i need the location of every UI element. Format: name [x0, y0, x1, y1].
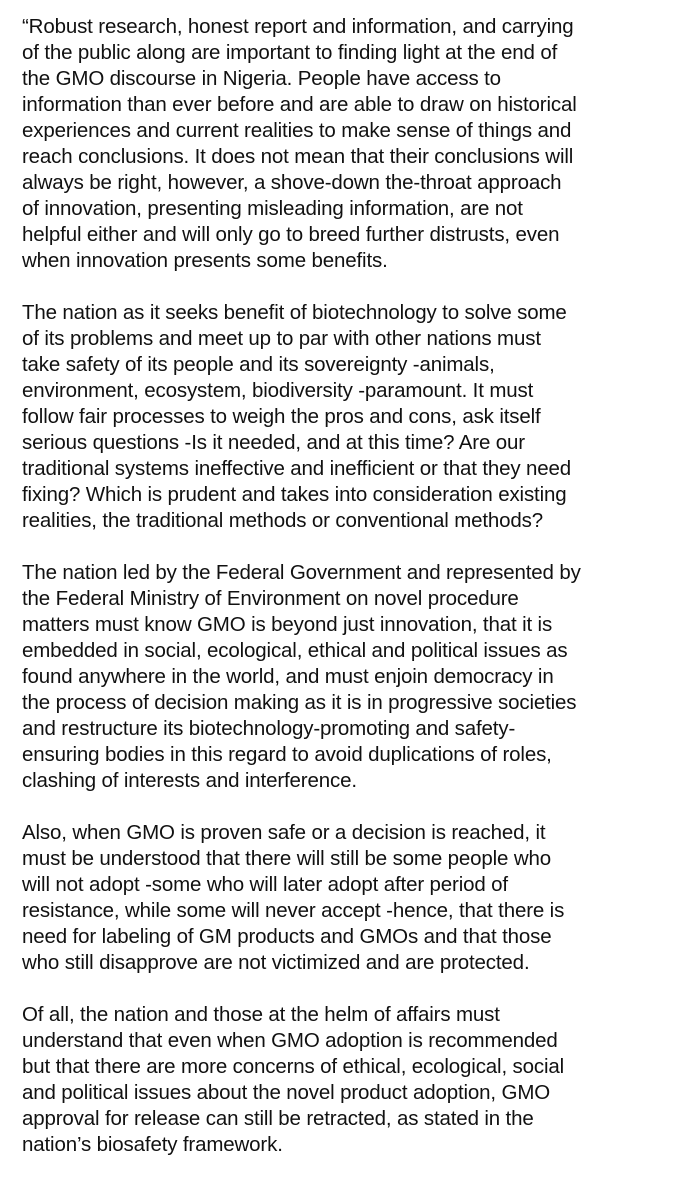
text-line: serious questions -Is it needed, and at this time? Are our [22, 431, 525, 454]
text-line: information than ever before and are able to draw on historical [22, 93, 577, 116]
text-line: resistance, while some will never accept -hence, that there is [22, 899, 565, 922]
text-line: when innovation presents some benefits. [22, 249, 388, 272]
text-line: who still disapprove are not victimized and are protected. [22, 951, 530, 974]
text-line: and political issues about the novel product adoption, GMO [22, 1081, 551, 1104]
text-line: need for labeling of GM products and GMOs and that those [22, 925, 552, 948]
text-line: of the public along are important to finding light at the end of [22, 41, 558, 64]
text-line: must be understood that there will still be some people who [22, 847, 552, 870]
text-line: ensuring bodies in this regard to avoid duplications of roles, [22, 743, 552, 766]
paragraph-3 [22, 560, 662, 794]
text-line: of innovation, presenting misleading information, are not [22, 197, 523, 220]
text-line: Also, when GMO is proven safe or a decision is reached, it [22, 821, 546, 844]
text-line: experiences and current realities to make sense of things and [22, 119, 572, 142]
paragraph-5 [22, 1002, 662, 1158]
paragraph-4 [22, 820, 662, 976]
text-line: Of all, the nation and those at the helm of affairs must [22, 1003, 500, 1026]
paragraph-1 [22, 14, 662, 274]
text-line: the process of decision making as it is in progressive societies [22, 691, 577, 714]
text-line: found anywhere in the world, and must enjoin democracy in [22, 665, 554, 688]
text-line: clashing of interests and interference. [22, 769, 357, 792]
text-line: helpful either and will only go to breed further distrusts, even [22, 223, 560, 246]
text-line: the Federal Ministry of Environment on novel procedure [22, 587, 519, 610]
text-line: understand that even when GMO adoption is recommended [22, 1029, 558, 1052]
text-line: take safety of its people and its sovereignty -animals, [22, 353, 495, 376]
text-line: the GMO discourse in Nigeria. People have access to [22, 67, 501, 90]
paragraph-2 [22, 300, 662, 534]
text-line: reach conclusions. It does not mean that their conclusions will [22, 145, 574, 168]
text-line: approval for release can still be retracted, as stated in the [22, 1107, 534, 1130]
text-line: fixing? Which is prudent and takes into consideration existing [22, 483, 567, 506]
text-line: The nation as it seeks benefit of biotechnology to solve some [22, 301, 567, 324]
text-line: environment, ecosystem, biodiversity -paramount. It must [22, 379, 534, 402]
text-line: “Robust research, honest report and information, and carrying [22, 15, 574, 38]
text-line: The nation led by the Federal Government and represented by [22, 561, 581, 584]
document-body [22, 14, 662, 1158]
text-line: traditional systems ineffective and inefficient or that they need [22, 457, 572, 480]
text-line: follow fair processes to weigh the pros and cons, ask itself [22, 405, 541, 428]
text-line: nation’s biosafety framework. [22, 1133, 283, 1156]
text-line: always be right, however, a shove-down the-throat approach [22, 171, 562, 194]
text-line: realities, the traditional methods or conventional methods? [22, 509, 544, 532]
text-line: will not adopt -some who will later adopt after period of [22, 873, 508, 896]
text-line: embedded in social, ecological, ethical and political issues as [22, 639, 568, 662]
text-line: of its problems and meet up to par with other nations must [22, 327, 541, 350]
text-line: matters must know GMO is beyond just innovation, that it is [22, 613, 553, 636]
text-line: and restructure its biotechnology-promoting and safety- [22, 717, 516, 740]
text-line: but that there are more concerns of ethical, ecological, social [22, 1055, 565, 1078]
